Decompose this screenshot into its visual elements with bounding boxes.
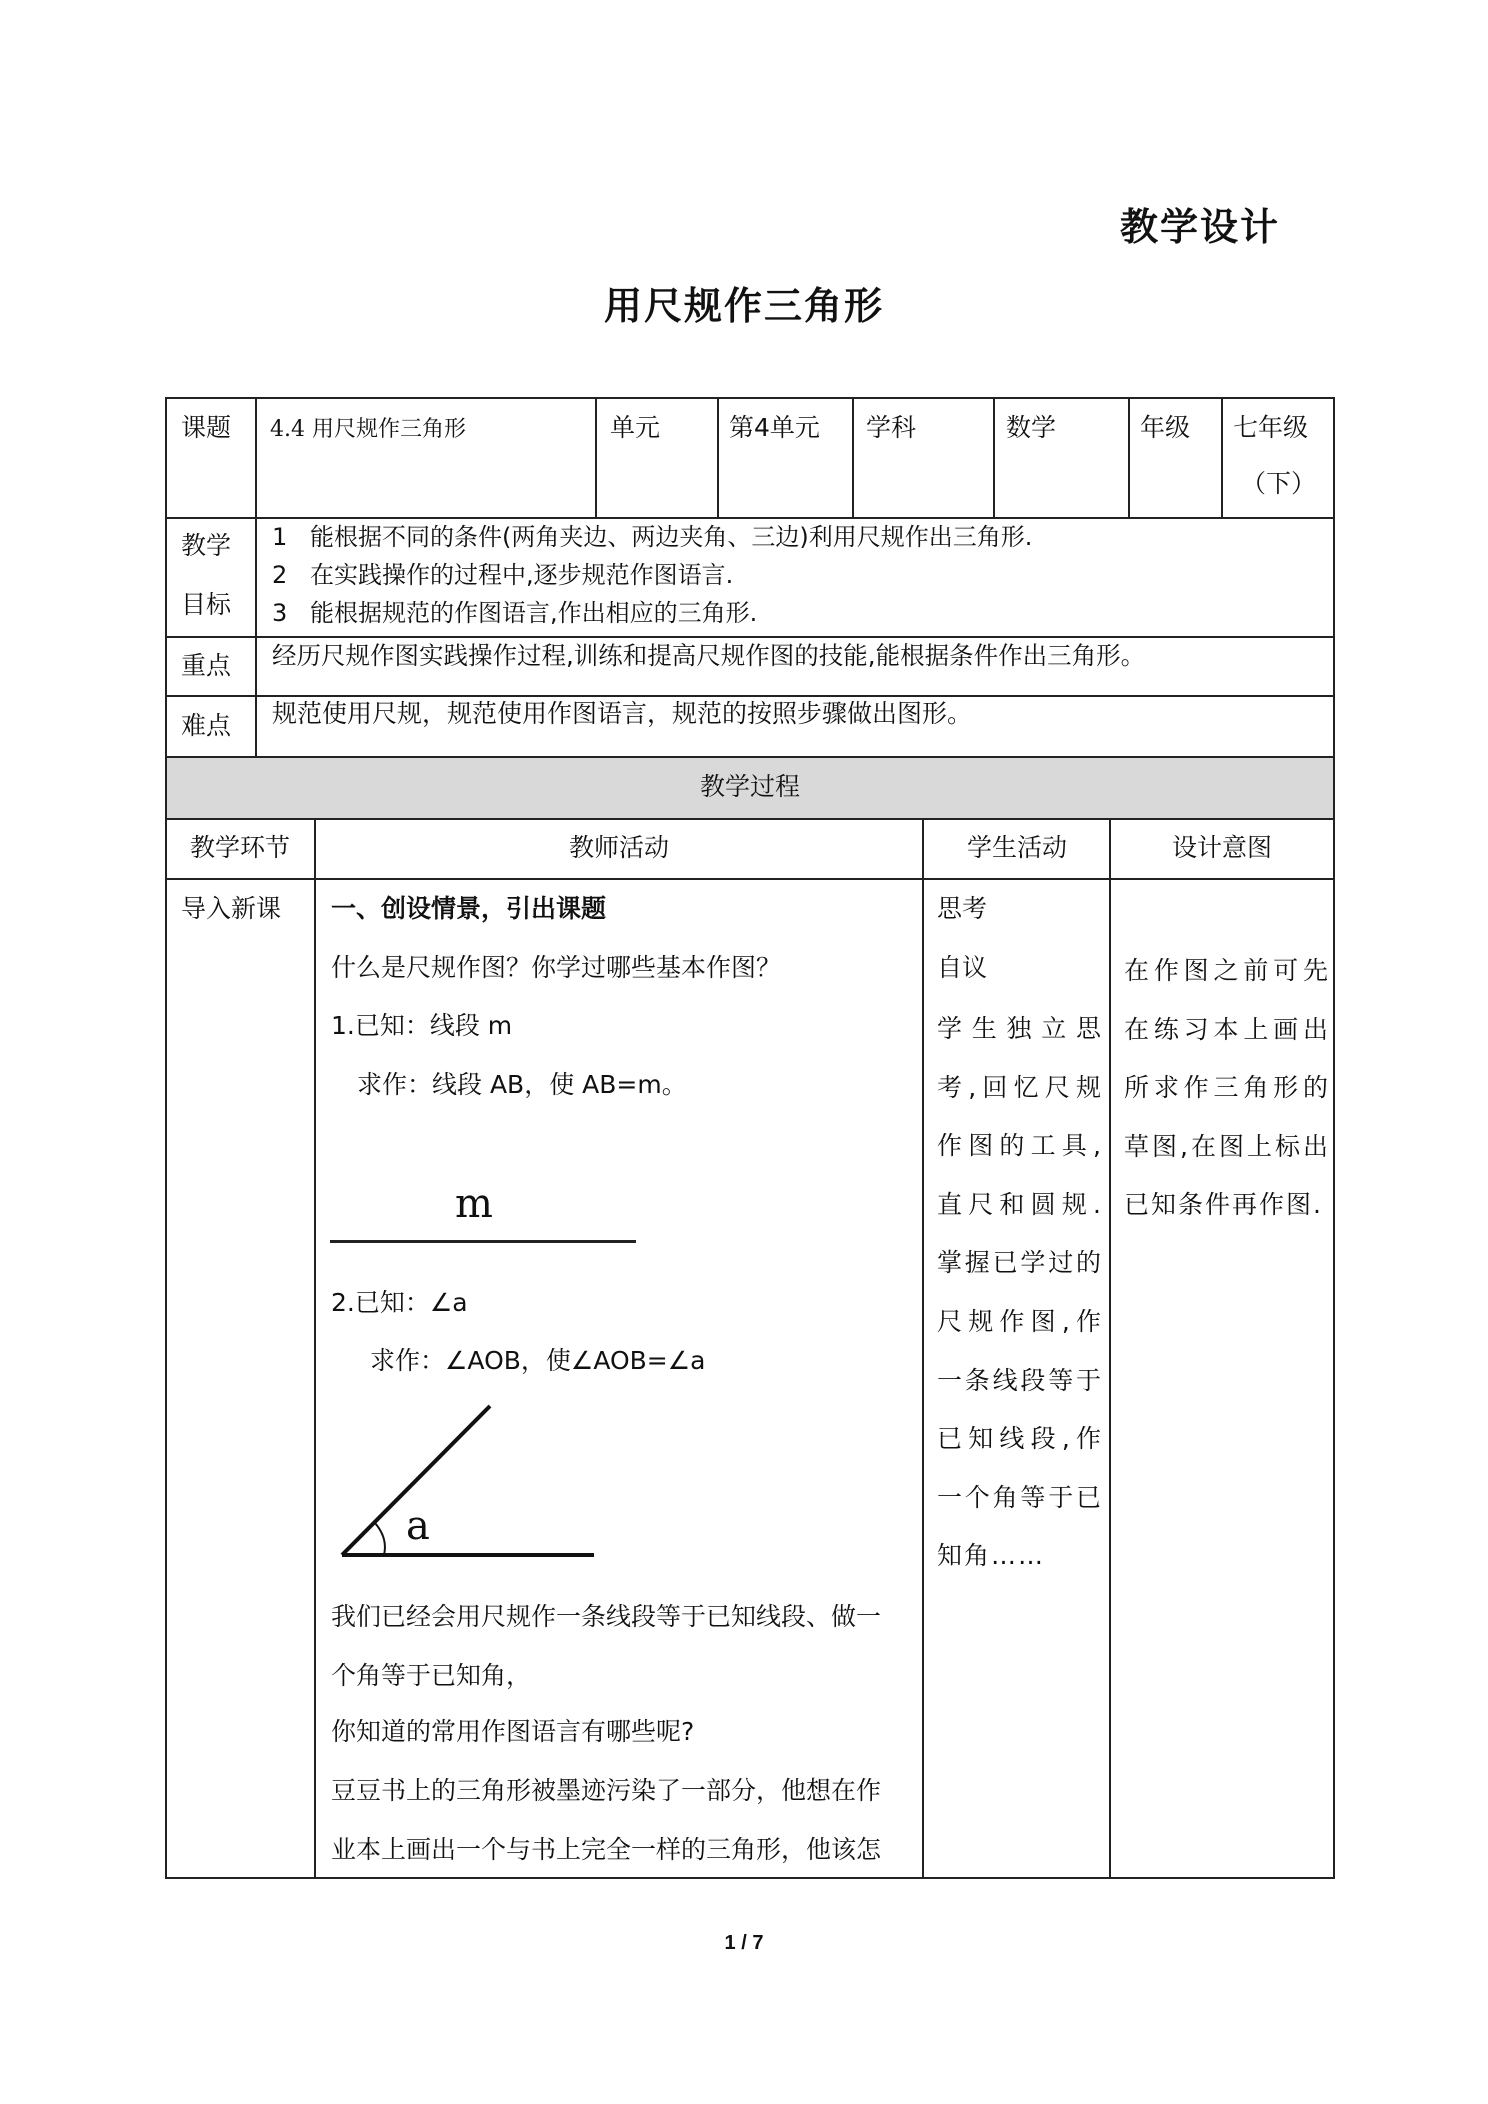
course-label: 课题 (181, 413, 232, 442)
key-point-text: 经历尺规作图实践操作过程,训练和提高尺规作图的技能,能根据条件作出三角形。 (272, 641, 1146, 670)
goals-label-line2: 目标 (181, 590, 232, 619)
page-title: 用尺规作三角形 (603, 284, 884, 328)
design-intent-text: 在作图之前可先在练习本上画出所求作三角形的草图,在图上标出已知条件再作图. (1124, 956, 1330, 1220)
teacher-line: 1.已知：线段 m (331, 1011, 513, 1040)
student-line: 思考 (937, 894, 988, 923)
key-point-label: 重点 (181, 651, 232, 680)
goal-number: 2 (272, 561, 288, 589)
goal-text: 能根据规范的作图语言,作出相应的三角形. (310, 599, 758, 627)
teacher-line: 什么是尺规作图？你学过哪些基本作图？ (331, 953, 782, 982)
angle-arc (375, 1523, 385, 1555)
segment-label: m (455, 1181, 493, 1227)
column-header-stage: 教学环节 (189, 833, 290, 862)
teacher-line: 业本上画出一个与书上完全一样的三角形，他该怎 (331, 1835, 882, 1864)
teacher-line: 你知道的常用作图语言有哪些呢? (331, 1717, 695, 1746)
column-header-intent: 设计意图 (1171, 833, 1272, 862)
teacher-line: 求作：线段 AB，使 AB=m。 (357, 1070, 687, 1099)
document-type-heading: 教学设计 (1120, 205, 1281, 249)
page-number: 1 / 7 (724, 1932, 764, 1954)
column-header-teacher: 教师活动 (568, 833, 669, 862)
column-header-student: 学生活动 (966, 833, 1067, 862)
goal-item (272, 594, 757, 632)
teacher-line: 豆豆书上的三角形被墨迹污染了一部分，他想在作 (331, 1776, 882, 1805)
course-value: 4.4 用尺规作三角形 (270, 417, 466, 442)
goal-number: 3 (272, 599, 288, 627)
goal-text: 在实践操作的过程中,逐步规范作图语言. (310, 561, 734, 589)
teacher-line: 个角等于已知角， (331, 1661, 532, 1690)
angle-figure (320, 1390, 620, 1570)
goal-item (272, 556, 733, 594)
teacher-line: 2.已知：∠a (331, 1288, 468, 1317)
goal-number: 1 (272, 523, 288, 551)
grade-label: 年级 (1140, 413, 1191, 442)
goal-item (272, 518, 1032, 556)
goals-label-line1: 教学 (181, 531, 232, 560)
segment-m (330, 1240, 636, 1243)
unit-value: 第4单元 (729, 413, 820, 442)
teacher-line: 我们已经会用尺规作一条线段等于已知线段、做一 (331, 1602, 882, 1631)
section-heading: 一、创设情景，引出课题 (331, 894, 607, 923)
difficulty-label: 难点 (181, 711, 232, 740)
subject-label: 学科 (866, 413, 917, 442)
goal-text: 能根据不同的条件(两角夹边、两边夹角、三边)利用尺规作出三角形. (310, 523, 1033, 551)
grade-value-line1: 七年级 (1233, 413, 1309, 442)
teacher-line: 求作：∠AOB，使∠AOB=∠a (370, 1346, 706, 1375)
student-activity-text: 学生独立思考,回忆尺规作图的工具,直尺和圆规.掌握已学过的尺规作图,作一条线段等于已知线段,作一个角等于已知角…… (937, 1014, 1103, 1571)
angle-label: a (406, 1503, 430, 1549)
difficulty-text: 规范使用尺规，规范使用作图语言，规范的按照步骤做出图形。 (272, 699, 973, 728)
student-line: 自议 (937, 953, 988, 982)
subject-value: 数学 (1006, 413, 1057, 442)
grade-value-line2: （下） (1241, 469, 1317, 498)
stage-name: 导入新课 (181, 894, 282, 923)
unit-label: 单元 (610, 413, 661, 442)
process-heading: 教学过程 (699, 772, 800, 801)
